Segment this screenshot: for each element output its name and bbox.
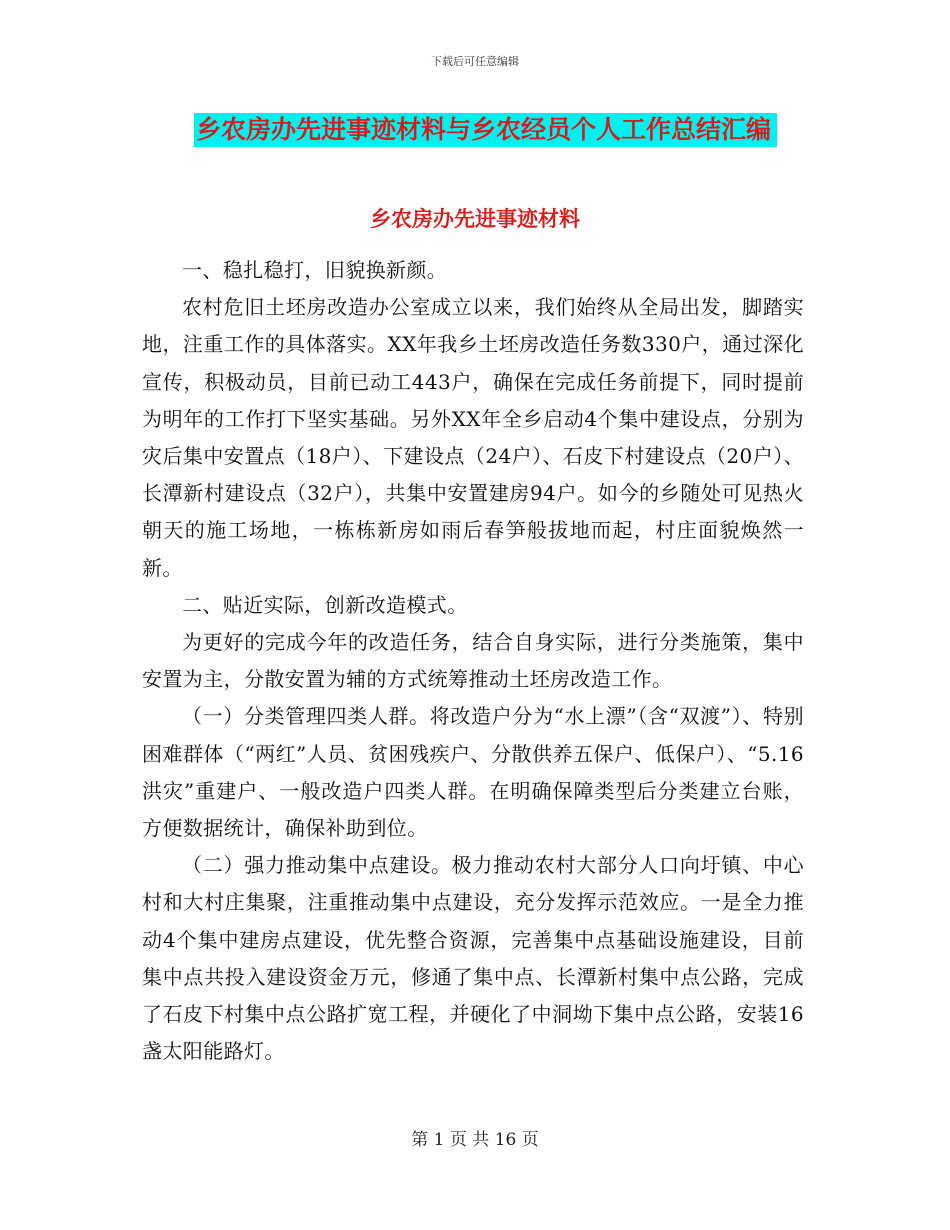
section-title: 乡农房办先进事迹材料 bbox=[370, 207, 580, 231]
heading-paragraph-1: 一、稳扎稳打，旧貌换新颜。 bbox=[182, 258, 448, 282]
heading-paragraph-2: 二、贴近实际，创新改造模式。 bbox=[182, 592, 468, 617]
document-body bbox=[142, 252, 804, 1070]
body-paragraph-1: 农村危旧土坯房改造办公室成立以来，我们始终从全局出发，脚踏实地，注重工作的具体落实。XX年我乡土坯房改造任务数330户，通过深化宣传，积极动员，目前已动工443户，确保在完成任务前提下，同时提前为明年的工作打下坚实基础。另外XX年全乡启动4个集中建设点，分别为灾后集中安置点（18户）、下建设点（24户）、石皮下村建设点（20户）、长潭新村建设点（32户），共集中安置建房94户。如今的乡随处可见热火朝天的施工场地，一栋栋新房如雨后春笋般拔地而起，村庄面貌焕然一新。 bbox=[142, 295, 804, 580]
page-header-note: 下载后可任意编辑 bbox=[431, 55, 519, 68]
body-paragraph-4: （二）强力推动集中点建设。极力推动农村大部分人口向圩镇、中心村和大村庄集聚，注重推动集中点建设，充分发挥示范效应。一是全力推动4个集中建房点建设，优先整合资源，完善集中点基础设施建设，目前集中点共投入建设资金万元，修通了集中点、长潭新村集中点公路，完成了石皮下村集中点公路扩宽工程，并硬化了中洞坳下集中点公路，安装16盏太阳能路灯。 bbox=[142, 853, 804, 1064]
page-number-footer: 第 1 页 共 16 页 bbox=[411, 1130, 539, 1150]
body-paragraph-2: 为更好的完成今年的改造任务，结合自身实际，进行分类施策，集中安置为主，分散安置为辅的方式统筹推动土坯房改造工作。 bbox=[142, 630, 804, 692]
document-main-title: 乡农房办先进事迹材料与乡农经员个人工作总结汇编 bbox=[194, 113, 777, 147]
body-paragraph-3: （一）分类管理四类人群。将改造户分为“水上漂”（含“双渡”）、特别困难群体（“两红”人员、贫困残疾户、分散供养五保户、低保户）、“5.16洪灾”重建户、一般改造户四类人群。在明确保障类型后分类建立台账，方便数据统计，确保补助到位。 bbox=[142, 704, 804, 841]
